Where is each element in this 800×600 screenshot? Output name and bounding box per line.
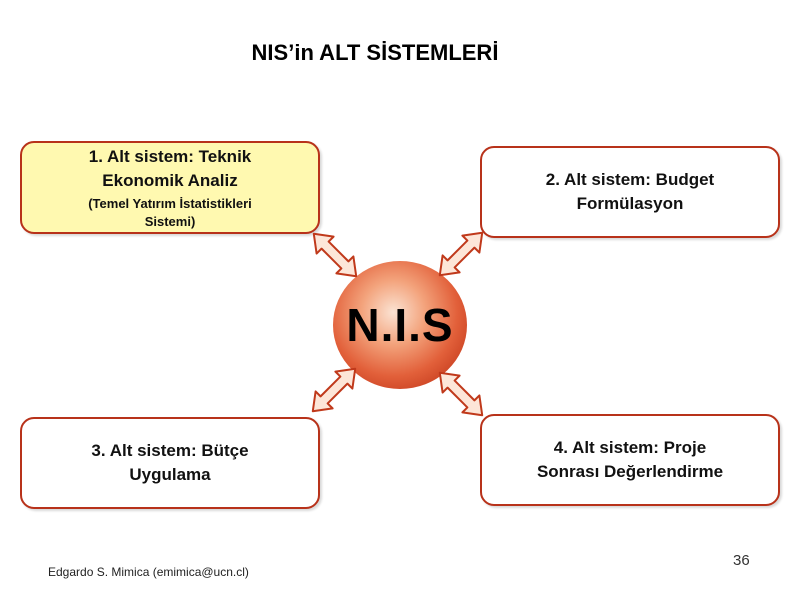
slide-title: NIS’in ALT SİSTEMLERİ: [251, 40, 499, 65]
subsystem-box-1: [20, 141, 320, 234]
subsystem-1-title: 1. Alt sistem: Teknik Ekonomik Analiz: [88, 146, 252, 190]
footer-author: Edgardo S. Mimica (emimica@ucn.cl): [48, 565, 249, 579]
page-number: 36: [733, 552, 750, 569]
subsystem-box-3: [20, 417, 320, 509]
subsystem-4-title: 4. Alt sistem: Proje Sonrası Değerlendirme: [536, 438, 724, 481]
subsystem-3-title: 3. Alt sistem: Bütçe Uygulama: [91, 441, 249, 484]
nis-center-circle: [333, 261, 467, 389]
subsystem-box-2: [480, 146, 780, 238]
nis-center-label: N.I.S: [346, 299, 454, 351]
subsystem-1-subtitle: (Temel Yatırım İstatistikleri Sistemi): [88, 195, 252, 229]
subsystem-2-title: 2. Alt sistem: Budget Formülasyon: [545, 170, 715, 213]
subsystem-box-4: [480, 414, 780, 506]
